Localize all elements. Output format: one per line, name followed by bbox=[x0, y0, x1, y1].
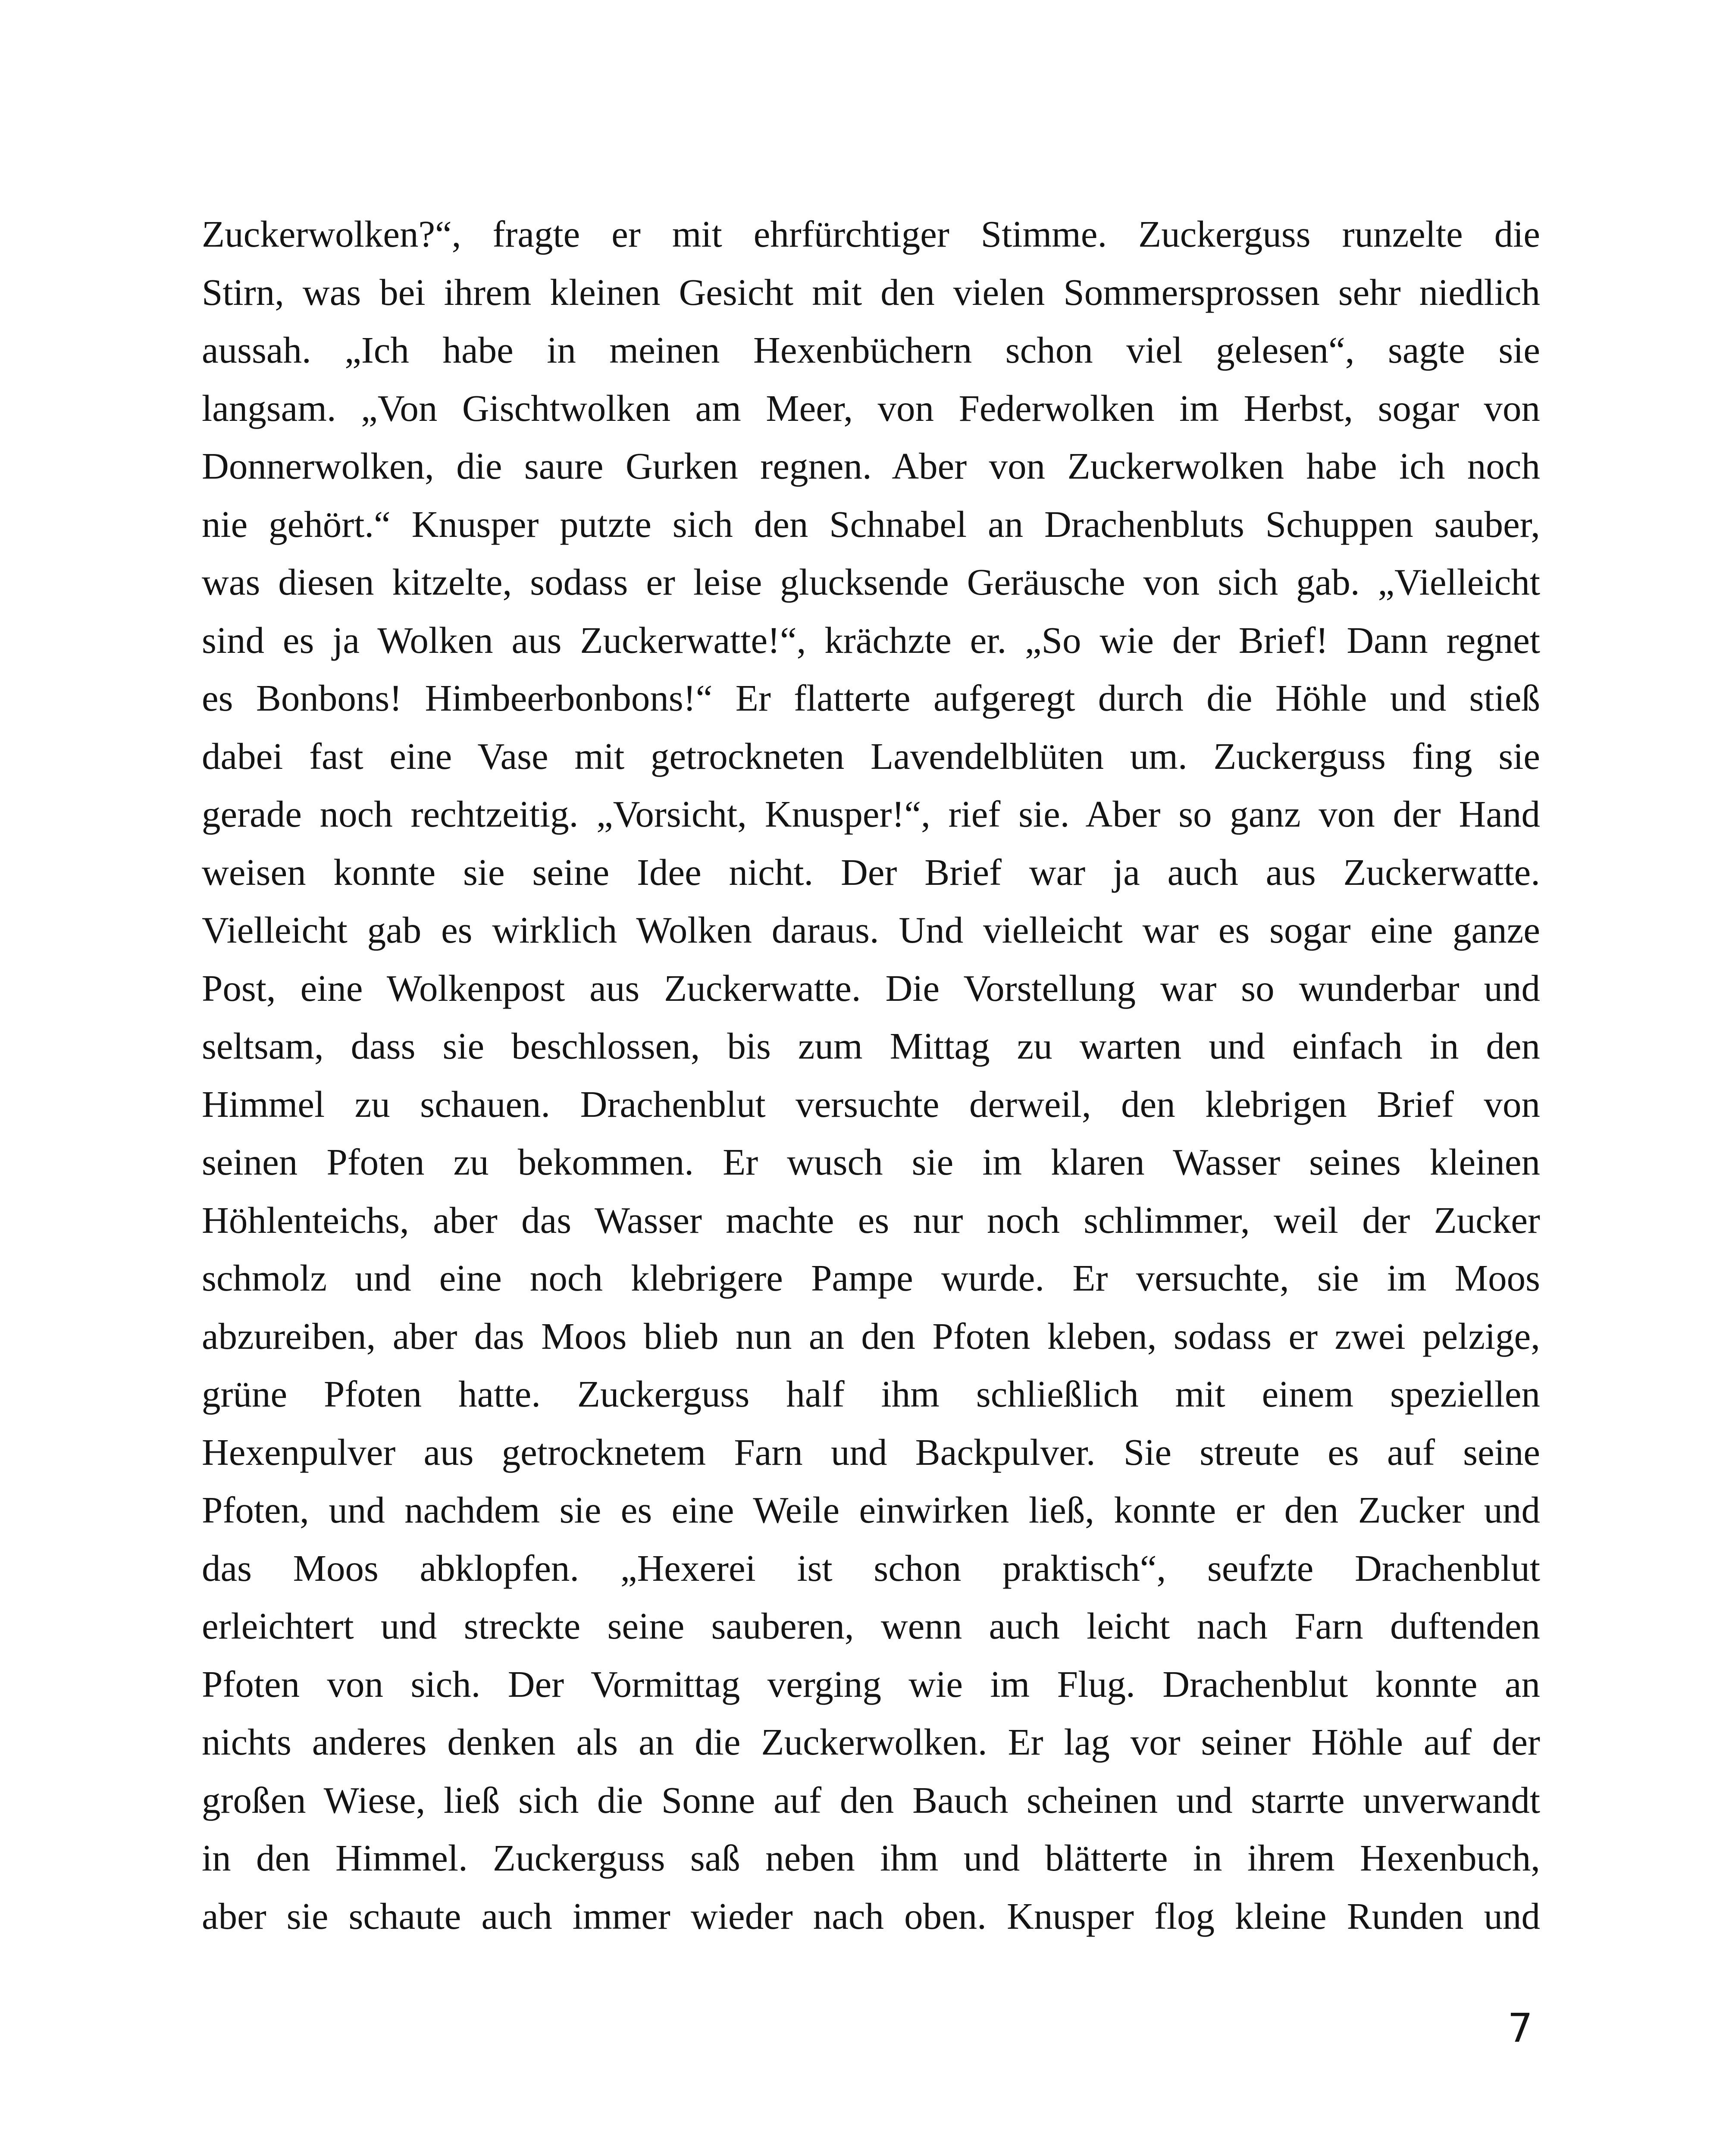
text-line: nie gehört.“ Knusper putzte sich den Schnabel an Drachenbluts Schuppen sauber, bbox=[202, 503, 1540, 545]
text-line: langsam. „Von Gischtwolken am Meer, von Federwolken im Herbst, sogar von bbox=[202, 387, 1540, 429]
text-line: Post, eine Wolkenpost aus Zuckerwatte. Die Vorstellung war so wunderbar und bbox=[202, 967, 1540, 1009]
text-line: Donnerwolken, die saure Gurken regnen. Aber von Zuckerwolken habe ich noch bbox=[202, 445, 1540, 487]
text-line: aber sie schaute auch immer wieder nach oben. Knusper flog kleine Runden und bbox=[202, 1895, 1540, 1937]
text-line: Stirn, was bei ihrem kleinen Gesicht mit den vielen Sommersprossen sehr niedlich bbox=[202, 271, 1540, 313]
text-line: Pfoten von sich. Der Vormittag verging wie im Flug. Drachenblut konnte an bbox=[202, 1663, 1540, 1705]
text-line: Himmel zu schauen. Drachenblut versuchte derweil, den klebrigen Brief von bbox=[202, 1083, 1540, 1125]
text-line: gerade noch rechtzeitig. „Vorsicht, Knusper!“, rief sie. Aber so ganz von der Hand bbox=[202, 793, 1540, 835]
page-number: 7 bbox=[1507, 2005, 1533, 2051]
text-line: das Moos abklopfen. „Hexerei ist schon praktisch“, seufzte Drachenblut bbox=[202, 1547, 1540, 1589]
text-line: Vielleicht gab es wirklich Wolken daraus. Und vielleicht war es sogar eine ganze bbox=[202, 909, 1540, 951]
text-line: schmolz und eine noch klebrigere Pampe wurde. Er versuchte, sie im Moos bbox=[202, 1257, 1540, 1299]
text-line: Zuckerwolken?“, fragte er mit ehrfürchtiger Stimme. Zuckerguss runzelte die bbox=[202, 213, 1540, 255]
text-line: es Bonbons! Himbeerbonbons!“ Er flatterte aufgeregt durch die Höhle und stieß bbox=[202, 677, 1540, 719]
body-text bbox=[202, 205, 1540, 1945]
text-line: grüne Pfoten hatte. Zuckerguss half ihm schließlich mit einem speziellen bbox=[202, 1373, 1540, 1415]
text-line: aussah. „Ich habe in meinen Hexenbüchern schon viel gelesen“, sagte sie bbox=[202, 329, 1540, 371]
text-line: großen Wiese, ließ sich die Sonne auf den Bauch scheinen und starrte unverwandt bbox=[202, 1779, 1540, 1821]
text-line: weisen konnte sie seine Idee nicht. Der Brief war ja auch aus Zuckerwatte. bbox=[202, 851, 1540, 893]
text-line: in den Himmel. Zuckerguss saß neben ihm und blätterte in ihrem Hexenbuch, bbox=[202, 1837, 1540, 1879]
text-line: was diesen kitzelte, sodass er leise glucksende Geräusche von sich gab. „Vielleicht bbox=[202, 561, 1540, 603]
text-line: nichts anderes denken als an die Zuckerwolken. Er lag vor seiner Höhle auf der bbox=[202, 1721, 1540, 1763]
text-line: Pfoten, und nachdem sie es eine Weile einwirken ließ, konnte er den Zucker und bbox=[202, 1489, 1540, 1531]
text-line: abzureiben, aber das Moos blieb nun an den Pfoten kleben, sodass er zwei pelzige, bbox=[202, 1315, 1540, 1357]
text-line: Hexenpulver aus getrocknetem Farn und Backpulver. Sie streute es auf seine bbox=[202, 1431, 1540, 1473]
text-line: dabei fast eine Vase mit getrockneten Lavendelblüten um. Zuckerguss fing sie bbox=[202, 735, 1540, 777]
text-line: seinen Pfoten zu bekommen. Er wusch sie im klaren Wasser seines kleinen bbox=[202, 1141, 1540, 1183]
text-line: Höhlenteichs, aber das Wasser machte es nur noch schlimmer, weil der Zucker bbox=[202, 1199, 1540, 1241]
text-line: erleichtert und streckte seine sauberen, wenn auch leicht nach Farn duftenden bbox=[202, 1605, 1540, 1647]
text-line: sind es ja Wolken aus Zuckerwatte!“, krächzte er. „So wie der Brief! Dann regnet bbox=[202, 619, 1540, 661]
text-line: seltsam, dass sie beschlossen, bis zum Mittag zu warten und einfach in den bbox=[202, 1025, 1540, 1067]
